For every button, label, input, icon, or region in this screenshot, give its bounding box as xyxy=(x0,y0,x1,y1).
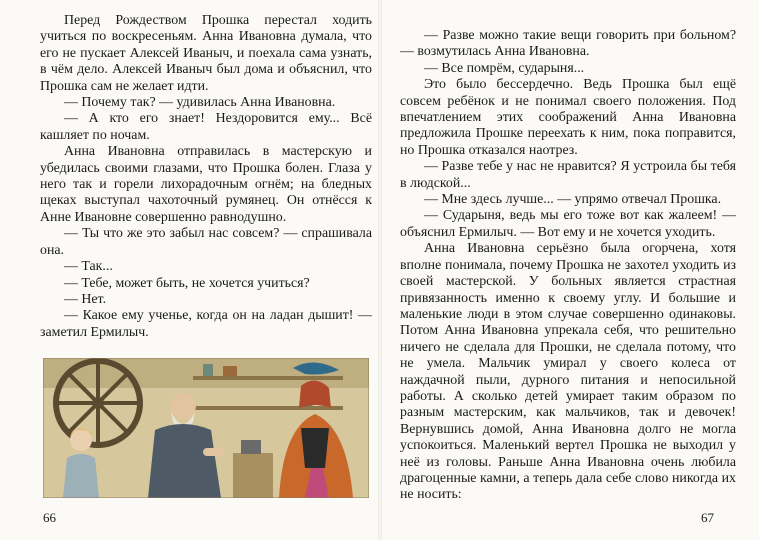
paragraph: — Разве можно такие вещи говорить при больном? — возмутилась Анна Ивановна. xyxy=(400,28,736,60)
paragraph: Перед Рождеством Прошка перестал ходить учиться по воскресеньям. Анна Ивановна думала, что его не пускает Алексей Иваныч, и поехала сама узнать, в чём дело. Алексей Иваныч был дома и объяснил, что Прошка сам не желает идти. xyxy=(40,13,372,94)
paragraph: — Какое ему ученье, когда он на ладан дышит! — заметил Ермилыч. xyxy=(40,308,372,340)
paragraph: — Сударыня, ведь мы его тоже вот как жалеем! — объяснил Ермилыч. — Вот ему и не хочется уходить. xyxy=(400,208,736,240)
page-number: 66 xyxy=(43,510,56,525)
right-text-column xyxy=(400,28,736,504)
paragraph: — Тебе, может быть, не хочется учиться? xyxy=(64,275,310,291)
paragraph: — Так... xyxy=(64,259,113,275)
grinding-wheel xyxy=(56,361,140,445)
paragraph: Анна Ивановна серьёзно была огорчена, хотя вполне понимала, почему Прошка не захотел уходить из своей мастерской. У больных является страстная привязанность именно к своему углу. И большие и маленькие люди в этом случае совершенно одинаковы. Потом Анна Ивановна упрекала себя, что решительно ничего не сделала для Прошки, не сделала потому, что не умела. Мальчик умирал у своего колеса от наждачной пыли, дурного питания и непосильной работы. А сколько детей умирает таким образом по разным мастерским, как мальчиков, так и девочек! Вернувшись домой, Анна Ивановна долго не могла успокоиться. Маленький вертел Прошка не выходил у неё из головы. Раньше Анна Ивановна очень любила драгоценные камни, а теперь дала себе слово никогда их не носить: xyxy=(400,241,736,503)
paragraph: — Мне здесь лучше... — упрямо отвечал Прошка. xyxy=(424,192,722,208)
paragraph: Это было бессердечно. Ведь Прошка был ещё совсем ребёнок и не понимал своего положения. Под впечатлением этих соображений Анна Ивановна предложила Прошке переехать к ним, пока поправится, но Прошка отказался наотрез. xyxy=(400,77,736,158)
paragraph: — Нет. xyxy=(64,291,107,307)
page-number: 67 xyxy=(701,510,714,525)
paragraph: — Ты что же это забыл нас совсем? — спрашивала она. xyxy=(40,226,372,258)
left-text-column xyxy=(40,13,372,341)
paragraph: Анна Ивановна отправилась в мастерскую и убедилась своими глазами, что Прошка болен. Глаза у него так и горели лихорадочным огнём; на бледных щеках выступал чахоточный румянец. Он отнёсся к Анне Ивановне совершенно равнодушно. xyxy=(40,144,372,225)
right-page xyxy=(380,0,759,540)
workshop-illustration xyxy=(43,358,369,498)
paragraph: — Разве тебе у нас не нравится? Я устроила бы тебя в людской... xyxy=(400,159,736,191)
paragraph: — Все помрём, сударыня... xyxy=(424,60,585,76)
paragraph: — А кто его знает! Нездоровится ему... Всё кашляет по ночам. xyxy=(40,111,372,143)
paragraph: — Почему так? — удивилась Анна Ивановна. xyxy=(64,95,336,111)
